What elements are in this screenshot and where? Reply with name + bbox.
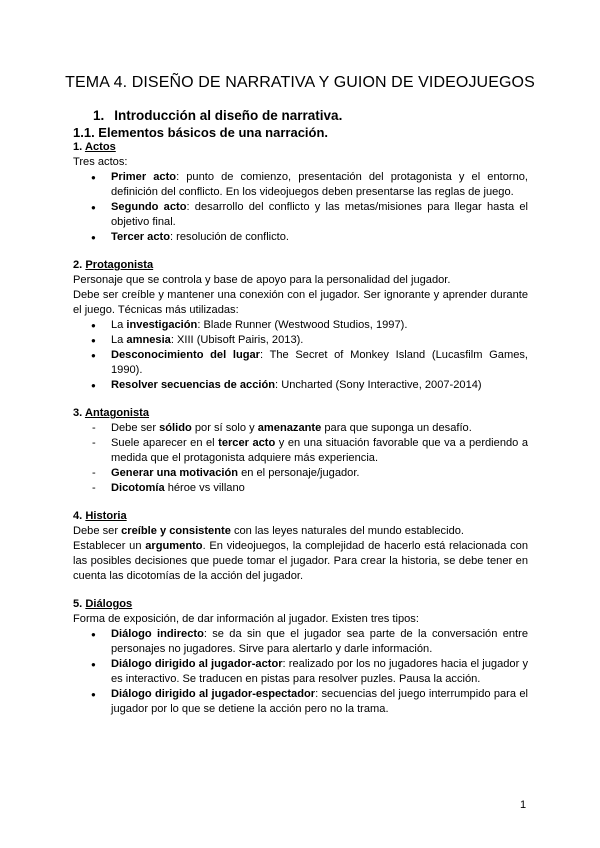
section-number: 3. xyxy=(73,407,83,419)
list-item: ● Diálogo indirecto: se da sin que el jugador sea parte de la conversación entre personajes no jugadores. Sirve para alertarlo y darle información. xyxy=(73,627,528,657)
section-title-antagonista xyxy=(73,406,528,421)
list-item: ● Primer acto: punto de comienzo, presentación del protagonista y el entorno, definición del conflicto. En los videojuegos deben presentarse las reglas de juego. xyxy=(73,170,528,200)
protagonista-list xyxy=(73,318,528,393)
heading-1-number: 1. xyxy=(93,108,105,123)
heading-1-text: Introducción al diseño de narrativa. xyxy=(114,108,343,123)
section-title-dialogos xyxy=(73,597,528,612)
list-item: ● Desconocimiento del lugar: The Secret of Monkey Island (Lucasfilm Games, 1990). xyxy=(73,348,528,378)
page-number: 1 xyxy=(520,799,527,811)
heading-1 xyxy=(93,108,342,123)
list-item: - Dicotomía héroe vs villano xyxy=(73,481,528,496)
section-title-text: Actos xyxy=(84,141,116,153)
paragraph: Establecer un argumento. En videojuegos, la complejidad de hacerlo está relacionada con las posibles decisiones que puede tomar el jugador. Para crear la historia, se debe tener en cuenta las dicotomías de la acción del jugador. xyxy=(73,540,528,582)
section-title-historia xyxy=(73,509,528,524)
section-number: 1. xyxy=(73,141,83,153)
section-number: 4. xyxy=(73,510,83,522)
list-item: ● Resolver secuencias de acción: Uncharted (Sony Interactive, 2007-2014) xyxy=(73,378,528,393)
list-item: ● Tercer acto: resolución de conflicto. xyxy=(73,230,528,245)
document-body xyxy=(73,140,528,717)
section-title-text: Historia xyxy=(85,510,127,522)
section-title-protagonista xyxy=(73,258,528,273)
section-title-text: Protagonista xyxy=(85,259,154,271)
list-item: - Suele aparecer en el tercer acto y en una situación favorable que va a perdiendo a medida que el protagonista adquiere más experiencia. xyxy=(73,436,528,466)
section-intro: Forma de exposición, de dar información al jugador. Existen tres tipos: xyxy=(73,613,419,625)
heading-2: 1.1. Elementos básicos de una narración. xyxy=(73,125,329,140)
list-item: ● Diálogo dirigido al jugador-espectador: secuencias del juego interrumpido para el jugador por lo que se detiene la acción pero no la trama. xyxy=(73,687,528,717)
list-item: - Debe ser sólido por sí solo y amenazante para que suponga un desafío. xyxy=(73,421,528,436)
section-title-actos xyxy=(73,140,528,155)
section-title-text: Diálogos xyxy=(85,598,133,610)
section-number: 5. xyxy=(73,598,83,610)
dialogos-list xyxy=(73,627,528,717)
section-intro: Tres actos: xyxy=(73,156,128,168)
list-item: ● La investigación: Blade Runner (Westwood Studios, 1997). xyxy=(73,318,528,333)
section-title-text: Antagonista xyxy=(84,407,150,419)
section-number: 2. xyxy=(73,259,83,271)
paragraph: Debe ser creíble y consistente con las leyes naturales del mundo establecido. xyxy=(73,525,464,537)
document-title: TEMA 4. DISEÑO DE NARRATIVA Y GUION DE VIDEOJUEGOS xyxy=(65,74,535,91)
antagonista-list xyxy=(73,421,528,496)
list-item: ● La amnesia: XIII (Ubisoft Pairis, 2013). xyxy=(73,333,528,348)
list-item: ● Diálogo dirigido al jugador-actor: realizado por los no jugadores hacia el jugador y es interactivo. Se traducen en pistas para resolver puzles. Pausa la acción. xyxy=(73,657,528,687)
paragraph: Debe ser creíble y mantener una conexión con el jugador. Ser ignorante y aprender durante el juego. Técnicas más utilizadas: xyxy=(73,289,528,316)
list-item: - Generar una motivación en el personaje/jugador. xyxy=(73,466,528,481)
actos-list xyxy=(73,170,528,245)
list-item: ● Segundo acto: desarrollo del conflicto y las metas/misiones para llegar hasta el objetivo final. xyxy=(73,200,528,230)
paragraph: Personaje que se controla y base de apoyo para la personalidad del jugador. xyxy=(73,274,451,286)
